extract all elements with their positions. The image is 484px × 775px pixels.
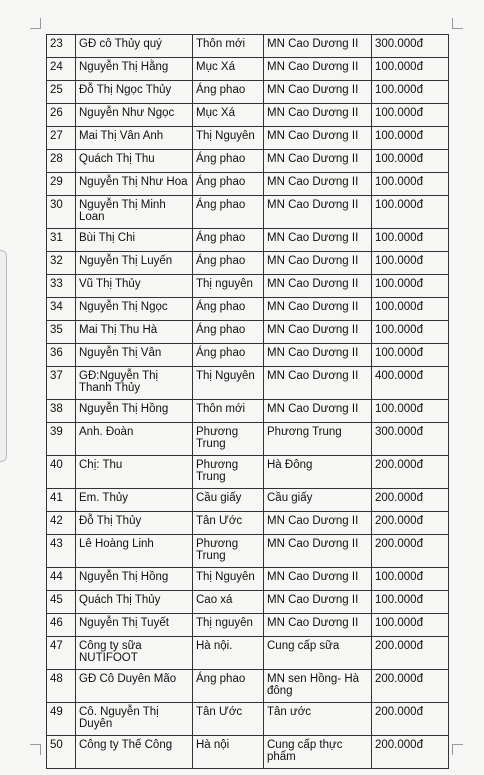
donation-amount: 100.000đ: [372, 229, 449, 252]
donor-address: Thị nguyên: [193, 614, 264, 637]
row-number: 49: [47, 703, 76, 736]
donor-address: Áng phao: [193, 196, 264, 229]
row-number: 46: [47, 614, 76, 637]
table-row: [47, 535, 449, 568]
row-number: 39: [47, 423, 76, 456]
donor-unit: MN Cao Dương II: [264, 127, 372, 150]
donation-amount: 100.000đ: [372, 614, 449, 637]
donor-unit: MN Cao Dương II: [264, 81, 372, 104]
donor-address: Hà nội: [193, 736, 264, 769]
donor-name: Chị: Thu: [76, 456, 193, 489]
table-row: [47, 252, 449, 275]
donation-amount: 100.000đ: [372, 104, 449, 127]
row-number: 34: [47, 298, 76, 321]
table-row: [47, 367, 449, 400]
donor-address: Mục Xá: [193, 58, 264, 81]
table-row: [47, 423, 449, 456]
donor-unit: MN Cao Dương II: [264, 614, 372, 637]
donor-unit: MN sen Hồng- Hà đông: [264, 670, 372, 703]
donation-amount: 100.000đ: [372, 127, 449, 150]
table-row: [47, 298, 449, 321]
row-number: 26: [47, 104, 76, 127]
donor-unit: MN Cao Dương II: [264, 229, 372, 252]
donor-name: Mai Thị Thu Hà: [76, 321, 193, 344]
table-row: [47, 400, 449, 423]
donor-name: Nguyễn Thị Tuyết: [76, 614, 193, 637]
table-row: [47, 150, 449, 173]
table-row: [47, 321, 449, 344]
donor-unit: MN Cao Dương II: [264, 35, 372, 58]
donor-name: Nguyễn Thị Hồng: [76, 400, 193, 423]
donation-amount: 100.000đ: [372, 58, 449, 81]
table-row: [47, 736, 449, 769]
table-row: [47, 58, 449, 81]
donor-address: Tân Ước: [193, 512, 264, 535]
donor-unit: MN Cao Dương II: [264, 252, 372, 275]
donation-amount: 100.000đ: [372, 81, 449, 104]
donor-unit: MN Cao Dương II: [264, 173, 372, 196]
side-scroll-tab[interactable]: [0, 250, 7, 462]
donation-amount: 100.000đ: [372, 173, 449, 196]
donor-name: Nguyễn Thị Vân: [76, 344, 193, 367]
donor-name: Nguyễn Thị Hồng: [76, 568, 193, 591]
row-number: 42: [47, 512, 76, 535]
donor-name: Vũ Thị Thủy: [76, 275, 193, 298]
row-number: 28: [47, 150, 76, 173]
donor-address: Áng phao: [193, 321, 264, 344]
row-number: 24: [47, 58, 76, 81]
donor-unit: MN Cao Dương II: [264, 400, 372, 423]
donor-address: Thị Nguyên: [193, 127, 264, 150]
row-number: 35: [47, 321, 76, 344]
donation-amount: 200.000đ: [372, 736, 449, 769]
donor-unit: MN Cao Dương II: [264, 58, 372, 81]
row-number: 43: [47, 535, 76, 568]
row-number: 23: [47, 35, 76, 58]
donation-amount: 300.000đ: [372, 35, 449, 58]
donor-name: Công ty Thế Công: [76, 736, 193, 769]
donor-name: Cô. Nguyễn Thị Duyên: [76, 703, 193, 736]
row-number: 37: [47, 367, 76, 400]
table-row: [47, 637, 449, 670]
donor-address: Áng phao: [193, 229, 264, 252]
crop-mark-top-right: [452, 18, 463, 29]
table-row: [47, 81, 449, 104]
donation-amount: 200.000đ: [372, 456, 449, 489]
row-number: 36: [47, 344, 76, 367]
donor-address: Áng phao: [193, 252, 264, 275]
donor-address: Thị Nguyên: [193, 367, 264, 400]
donor-unit: MN Cao Dương II: [264, 367, 372, 400]
donor-unit: Cung cấp sữa: [264, 637, 372, 670]
table-row: [47, 489, 449, 512]
donor-unit: MN Cao Dương II: [264, 104, 372, 127]
donor-name: GĐ cô Thủy quý: [76, 35, 193, 58]
table-row: [47, 173, 449, 196]
donor-address: Áng phao: [193, 344, 264, 367]
donor-address: Hà nội.: [193, 637, 264, 670]
donation-amount: 100.000đ: [372, 400, 449, 423]
donation-amount: 100.000đ: [372, 275, 449, 298]
donation-amount: 100.000đ: [372, 298, 449, 321]
donation-amount: 100.000đ: [372, 196, 449, 229]
donor-unit: Tân ước: [264, 703, 372, 736]
donor-name: Đỗ Thị Ngọc Thủy: [76, 81, 193, 104]
donor-unit: Cung cấp thực phẩm: [264, 736, 372, 769]
row-number: 33: [47, 275, 76, 298]
row-number: 44: [47, 568, 76, 591]
donor-name: Quách Thị Thu: [76, 150, 193, 173]
donor-address: Cao xá: [193, 591, 264, 614]
row-number: 48: [47, 670, 76, 703]
donor-address: Cầu giấy: [193, 489, 264, 512]
donor-name: Bùi Thị Chi: [76, 229, 193, 252]
row-number: 25: [47, 81, 76, 104]
donor-name: Nguyễn Thị Ngọc: [76, 298, 193, 321]
donor-name: Nguyễn Thị Minh Loan: [76, 196, 193, 229]
donation-amount: 100.000đ: [372, 568, 449, 591]
donor-name: Nguyễn Như Ngọc: [76, 104, 193, 127]
donor-name: Mai Thị Vân Anh: [76, 127, 193, 150]
donor-address: Áng phao: [193, 150, 264, 173]
donor-address: Áng phao: [193, 298, 264, 321]
table-row: [47, 104, 449, 127]
donor-address: Áng phao: [193, 670, 264, 703]
donation-amount: 100.000đ: [372, 252, 449, 275]
donation-amount: 200.000đ: [372, 703, 449, 736]
donation-amount: 400.000đ: [372, 367, 449, 400]
donation-amount: 200.000đ: [372, 670, 449, 703]
row-number: 31: [47, 229, 76, 252]
donor-unit: Phương Trung: [264, 423, 372, 456]
donor-name: GĐ:Nguyễn Thị Thanh Thủy: [76, 367, 193, 400]
donation-table: [46, 34, 449, 769]
donation-amount: 200.000đ: [372, 489, 449, 512]
donor-unit: MN Cao Dương II: [264, 512, 372, 535]
row-number: 50: [47, 736, 76, 769]
donor-unit: MN Cao Dương II: [264, 196, 372, 229]
table-row: [47, 512, 449, 535]
row-number: 30: [47, 196, 76, 229]
donor-name: Công ty sữa NUTIFOOT: [76, 637, 193, 670]
row-number: 40: [47, 456, 76, 489]
donor-address: Áng phao: [193, 81, 264, 104]
donor-address: Mục Xá: [193, 104, 264, 127]
donor-name: Đỗ Thị Thủy: [76, 512, 193, 535]
donor-name: Quách Thị Thủy: [76, 591, 193, 614]
donor-address: Thị Nguyên: [193, 568, 264, 591]
donor-unit: MN Cao Dương II: [264, 344, 372, 367]
table-row: [47, 229, 449, 252]
donor-unit: MN Cao Dương II: [264, 298, 372, 321]
donor-name: GĐ Cô Duyên Mão: [76, 670, 193, 703]
table-row: [47, 456, 449, 489]
crop-mark-bottom-left: [30, 744, 41, 755]
row-number: 45: [47, 591, 76, 614]
row-number: 41: [47, 489, 76, 512]
donor-unit: MN Cao Dương II: [264, 591, 372, 614]
donor-address: Tân Ước: [193, 703, 264, 736]
donor-unit: Hà Đông: [264, 456, 372, 489]
donation-amount: 200.000đ: [372, 512, 449, 535]
donation-amount: 200.000đ: [372, 637, 449, 670]
table-row: [47, 591, 449, 614]
donor-address: Thị nguyên: [193, 275, 264, 298]
donation-amount: 100.000đ: [372, 591, 449, 614]
donor-name: Anh. Đoàn: [76, 423, 193, 456]
donation-amount: 100.000đ: [372, 321, 449, 344]
row-number: 29: [47, 173, 76, 196]
donor-name: Nguyễn Thị Luyến: [76, 252, 193, 275]
donor-name: Nguyễn Thị Như Hoa: [76, 173, 193, 196]
donor-unit: Cầu giấy: [264, 489, 372, 512]
table-row: [47, 703, 449, 736]
donor-address: Phương Trung: [193, 456, 264, 489]
donor-unit: MN Cao Dương II: [264, 535, 372, 568]
table-row: [47, 275, 449, 298]
table-row: [47, 196, 449, 229]
crop-mark-bottom-right: [452, 744, 463, 755]
crop-mark-top-left: [30, 18, 41, 29]
table-row: [47, 568, 449, 591]
donor-name: Em. Thủy: [76, 489, 193, 512]
donor-unit: MN Cao Dương II: [264, 275, 372, 298]
donation-amount: 200.000đ: [372, 535, 449, 568]
table-row: [47, 670, 449, 703]
table-row: [47, 35, 449, 58]
donor-address: Thôn mới: [193, 35, 264, 58]
row-number: 32: [47, 252, 76, 275]
donor-address: Thôn mới: [193, 400, 264, 423]
donor-name: Lê Hoàng Linh: [76, 535, 193, 568]
donor-unit: MN Cao Dương II: [264, 568, 372, 591]
donation-amount: 100.000đ: [372, 344, 449, 367]
donor-address: Phương Trung: [193, 423, 264, 456]
row-number: 47: [47, 637, 76, 670]
donation-amount: 300.000đ: [372, 423, 449, 456]
row-number: 27: [47, 127, 76, 150]
table-row: [47, 127, 449, 150]
donor-address: Phương Trung: [193, 535, 264, 568]
donation-amount: 100.000đ: [372, 150, 449, 173]
donor-unit: MN Cao Dương II: [264, 321, 372, 344]
donor-unit: MN Cao Dương II: [264, 150, 372, 173]
table-row: [47, 344, 449, 367]
row-number: 38: [47, 400, 76, 423]
table-row: [47, 614, 449, 637]
donor-address: Áng phao: [193, 173, 264, 196]
donor-name: Nguyễn Thị Hằng: [76, 58, 193, 81]
